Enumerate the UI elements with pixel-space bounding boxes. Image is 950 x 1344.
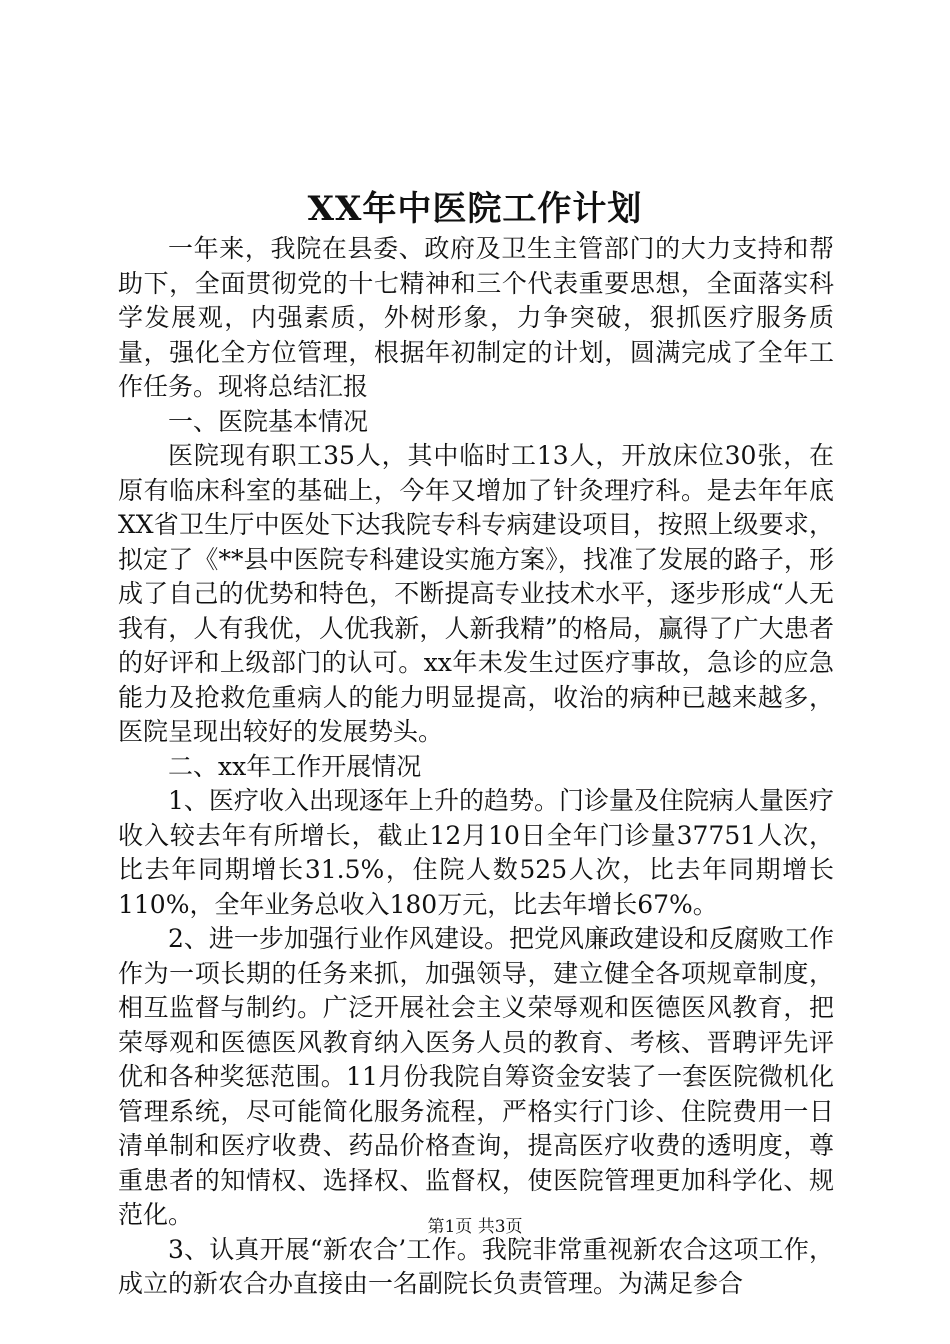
section-heading-work-progress: 二、xx年工作开展情况 xyxy=(168,751,422,781)
page-footer: 第1页 共3页 xyxy=(427,1217,523,1237)
paragraph-basic-info: 医院现有职工35人，其中临时工13人，开放床位30张，在原有临床科室的基础上，今年又增加了针灸理疗科。是去年年底XX省卫生厅中医处下达我院专科专病建设项目，按照上级要求，拟定了《**县中医院专科建设实施方案》，找准了发展的路子，形成了自己的优势和特色，不断提高专业技术水平，逐步形成“人无我有，人有我优，人优我新，人新我精”的格局，赢得了广大患者的好评和上级部门的认可。xx年未发生过医疗事故，急诊的应急能力及抢救危重病人的能力明显提高，收治的病种已越来越多，医院呈现出较好的发展势头。 xyxy=(118,441,834,746)
document-title: XX年中医院工作计划 xyxy=(307,189,643,229)
section-heading-basic-info: 一、医院基本情况 xyxy=(168,406,369,436)
paragraph-item-3: 3、认真开展“新农合’工作。我院非常重视新农合这项工作，成立的新农合办直接由一名副院长负责管理。为满足参合 xyxy=(118,1234,834,1298)
paragraph-item-2: 2、进一步加强行业作风建设。把党风廉政建设和反腐败工作作为一项长期的任务来抓，加强领导，建立健全各项规章制度，相互监督与制约。广泛开展社会主义荣辱观和医德医风教育，把荣辱观和医德医风教育纳入医务人员的教育、考核、晋聘评先评优和各种奖惩范围。11月份我院自筹资金安装了一套医院微机化管理系统，尽可能简化服务流程，严格实行门诊、住院费用一日清单制和医疗收费、药品价格查询，提高医疗收费的透明度，尊重患者的知情权、选择权、监督权，使医院管理更加科学化、规范化。 xyxy=(118,924,834,1229)
paragraph-item-1: 1、医疗收入出现逐年上升的趋势。门诊量及住院病人量医疗收入较去年有所增长，截止12月10日全年门诊量37751人次，比去年同期增长31.5%，住院人数525人次，比去年同期增长110%，全年业务总收入180万元，比去年增长67%。 xyxy=(118,786,834,919)
document-body xyxy=(118,232,834,1302)
paragraph-intro: 一年来，我院在县委、政府及卫生主管部门的大力支持和帮助下，全面贯彻党的十七精神和三个代表重要思想，全面落实科学发展观，内强素质，外树形象，力争突破，狠抓医疗服务质量，强化全方位管理，根据年初制定的计划，圆满完成了全年工作任务。现将总结汇报 xyxy=(118,234,834,401)
